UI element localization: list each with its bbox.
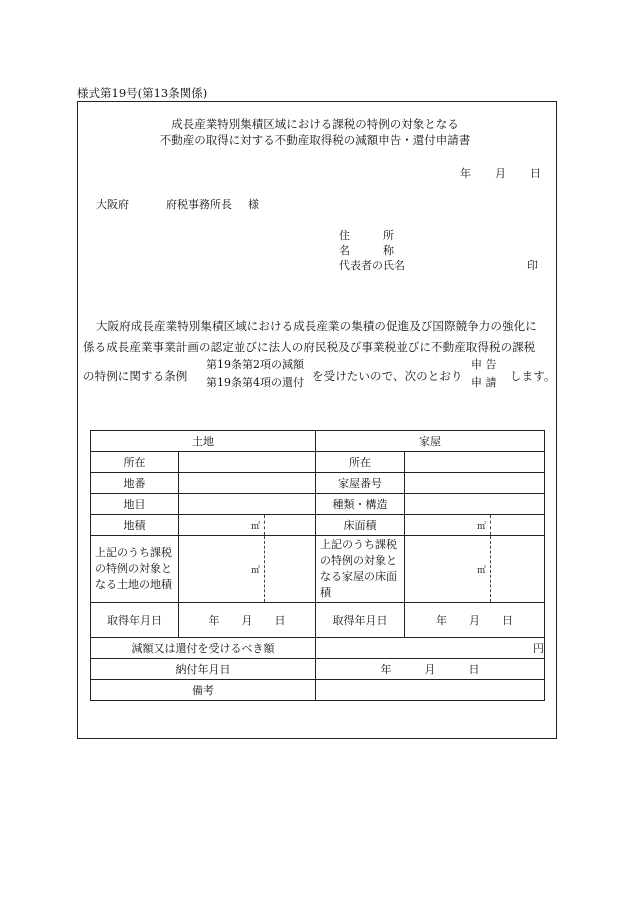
house-acquire-date-value[interactable]: 年 月 日 (405, 603, 545, 638)
form-number: 様式第19号(第13条関係) (77, 86, 208, 100)
date-day-label: 日 (530, 167, 541, 180)
payment-date-label: 納付年月日 (91, 659, 316, 680)
house-special-area-fraction[interactable] (491, 536, 545, 603)
land-category-label: 地目 (91, 494, 179, 515)
floor-area-label: 床面積 (316, 515, 405, 536)
applicant-representative-label: 代表者の氏名 (339, 259, 405, 272)
addressee-prefecture: 大阪府 (96, 198, 129, 211)
house-acquire-date-label: 取得年月日 (316, 603, 405, 638)
body-line-3a: の特例に関する条例 (83, 369, 188, 383)
body-line-3b: を受けたいので、次のとおり (312, 369, 463, 383)
remarks-label: 備考 (91, 680, 316, 701)
unit-m2: ㎡ (476, 565, 486, 576)
land-special-area-label: 上記のうち課税の特例の対象となる土地の地積 (91, 536, 179, 603)
floor-area-fraction[interactable] (491, 515, 545, 536)
option-reduction: 第19条第2項の減額 (206, 358, 304, 371)
body-line-1: 大阪府成長産業特別集積区域における成長産業の集積の促進及び国際競争力の強化に (96, 319, 537, 333)
land-special-area-value[interactable] (179, 536, 265, 603)
house-special-area-value[interactable] (405, 536, 491, 603)
body-line-3c: します。 (510, 369, 556, 383)
land-area-value[interactable] (179, 515, 265, 536)
land-area-label: 地積 (91, 515, 179, 536)
option-refund: 第19条第4項の還付 (206, 376, 304, 389)
remarks-value[interactable] (316, 680, 545, 701)
land-number-label: 地番 (91, 473, 179, 494)
house-type-label: 種類・構造 (316, 494, 405, 515)
house-special-area-label: 上記のうち課税の特例の対象となる家屋の床面積 (316, 536, 405, 603)
option-apply: 申 請 (471, 376, 497, 389)
option-declare: 申 告 (471, 358, 497, 371)
house-location-value[interactable] (405, 452, 545, 473)
reduction-amount-value[interactable] (316, 638, 545, 659)
house-number-label: 家屋番号 (316, 473, 405, 494)
title-line-1: 成長産業特別集積区域における課税の特例の対象となる (171, 117, 459, 131)
yen-unit: 円 (533, 642, 544, 655)
unit-m2: ㎡ (250, 521, 260, 532)
land-special-area-fraction[interactable] (265, 536, 316, 603)
house-type-value[interactable] (405, 494, 545, 515)
date-year-label: 年 (460, 167, 471, 180)
house-location-label: 所在 (316, 452, 405, 473)
property-table (90, 430, 545, 701)
land-acquire-date-label: 取得年月日 (91, 603, 179, 638)
addressee-office: 府税事務所長 (166, 198, 232, 211)
body-line-2: 係る成長産業事業計画の認定並びに法人の府民税及び事業税並びに不動産取得税の課税 (83, 340, 536, 354)
house-number-value[interactable] (405, 473, 545, 494)
land-acquire-date-value[interactable]: 年 月 日 (179, 603, 316, 638)
unit-m2: ㎡ (476, 521, 486, 532)
applicant-name-label: 名 称 (339, 244, 394, 257)
title-line-2: 不動産の取得に対する不動産取得税の減額申告・還付申請書 (159, 133, 471, 147)
date-month-label: 月 (495, 167, 506, 180)
land-area-fraction[interactable] (265, 515, 316, 536)
land-header: 土地 (91, 431, 316, 452)
seal-mark: 印 (527, 259, 538, 272)
reduction-amount-label: 減額又は還付を受けるべき額 (91, 638, 316, 659)
applicant-address-label: 住 所 (339, 229, 394, 242)
land-category-value[interactable] (179, 494, 316, 515)
payment-date-value[interactable]: 年 月 日 (316, 659, 545, 680)
land-location-label: 所在 (91, 452, 179, 473)
land-number-value[interactable] (179, 473, 316, 494)
addressee-honorific: 様 (248, 198, 259, 211)
unit-m2: ㎡ (250, 565, 260, 576)
land-location-value[interactable] (179, 452, 316, 473)
floor-area-value[interactable] (405, 515, 491, 536)
house-header: 家屋 (316, 431, 545, 452)
